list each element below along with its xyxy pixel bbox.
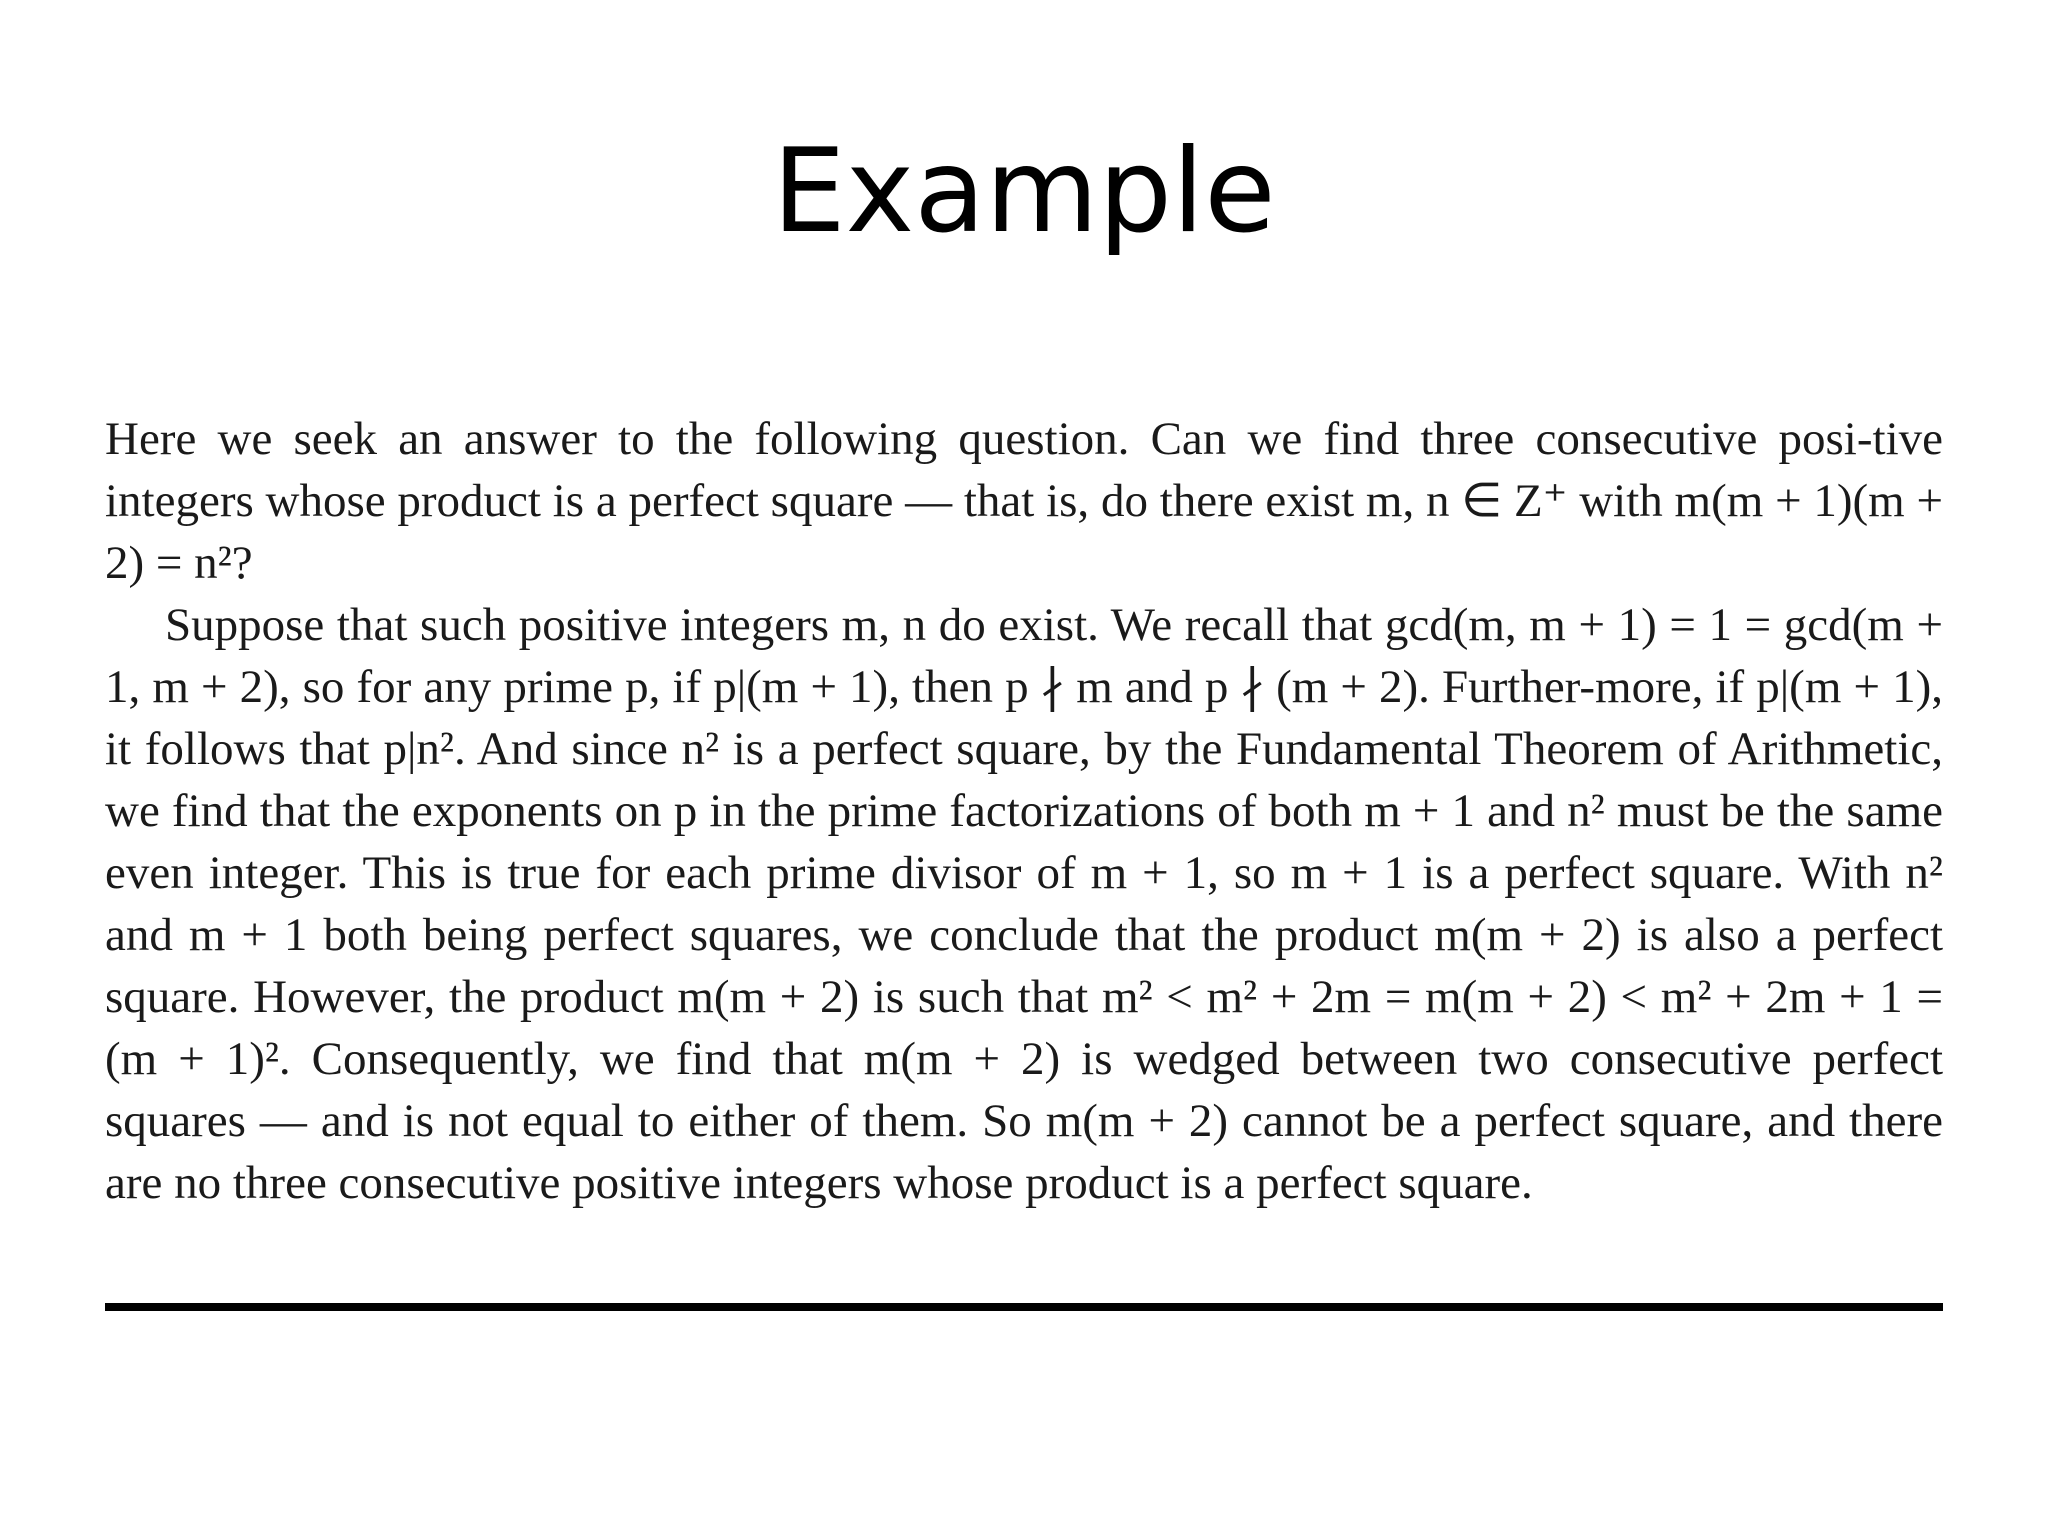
- text-excerpt: [105, 408, 1943, 1214]
- slide-title: Example: [772, 124, 1276, 259]
- end-of-proof-rule: [105, 1303, 1943, 1311]
- paragraph-question: Here we seek an answer to the following question. Can we find three consecutive posi-tive integers whose product is a perfect square — that is, do there exist m, n ∈ Z⁺ with m(m + 1)(m + 2) = n²?: [105, 413, 1943, 589]
- paragraph-proof: Suppose that such positive integers m, n do exist. We recall that gcd(m, m + 1) = 1 = gcd(m + 1, m + 2), so for any prime p, if p|(m + 1), then p ∤ m and p ∤ (m + 2). Further-more, if p|(m + 1), it follows that p|n². And since n² is a perfect square, by the Fundamental Theorem of Arithmetic, we find that the exponents on p in the prime factorizations of both m + 1 and n² must be the same even integer. This is true for each prime divisor of m + 1, so m + 1 is a perfect square. With n² and m + 1 both being perfect squares, we conclude that the product m(m + 2) is also a perfect square. However, the product m(m + 2) is such that m² < m² + 2m = m(m + 2) < m² + 2m + 1 = (m + 1)². Consequently, we find that m(m + 2) is wedged between two consecutive perfect squares — and is not equal to either of them. So m(m + 2) cannot be a perfect square, and there are no three consecutive positive integers whose product is a perfect square.: [105, 599, 1943, 1209]
